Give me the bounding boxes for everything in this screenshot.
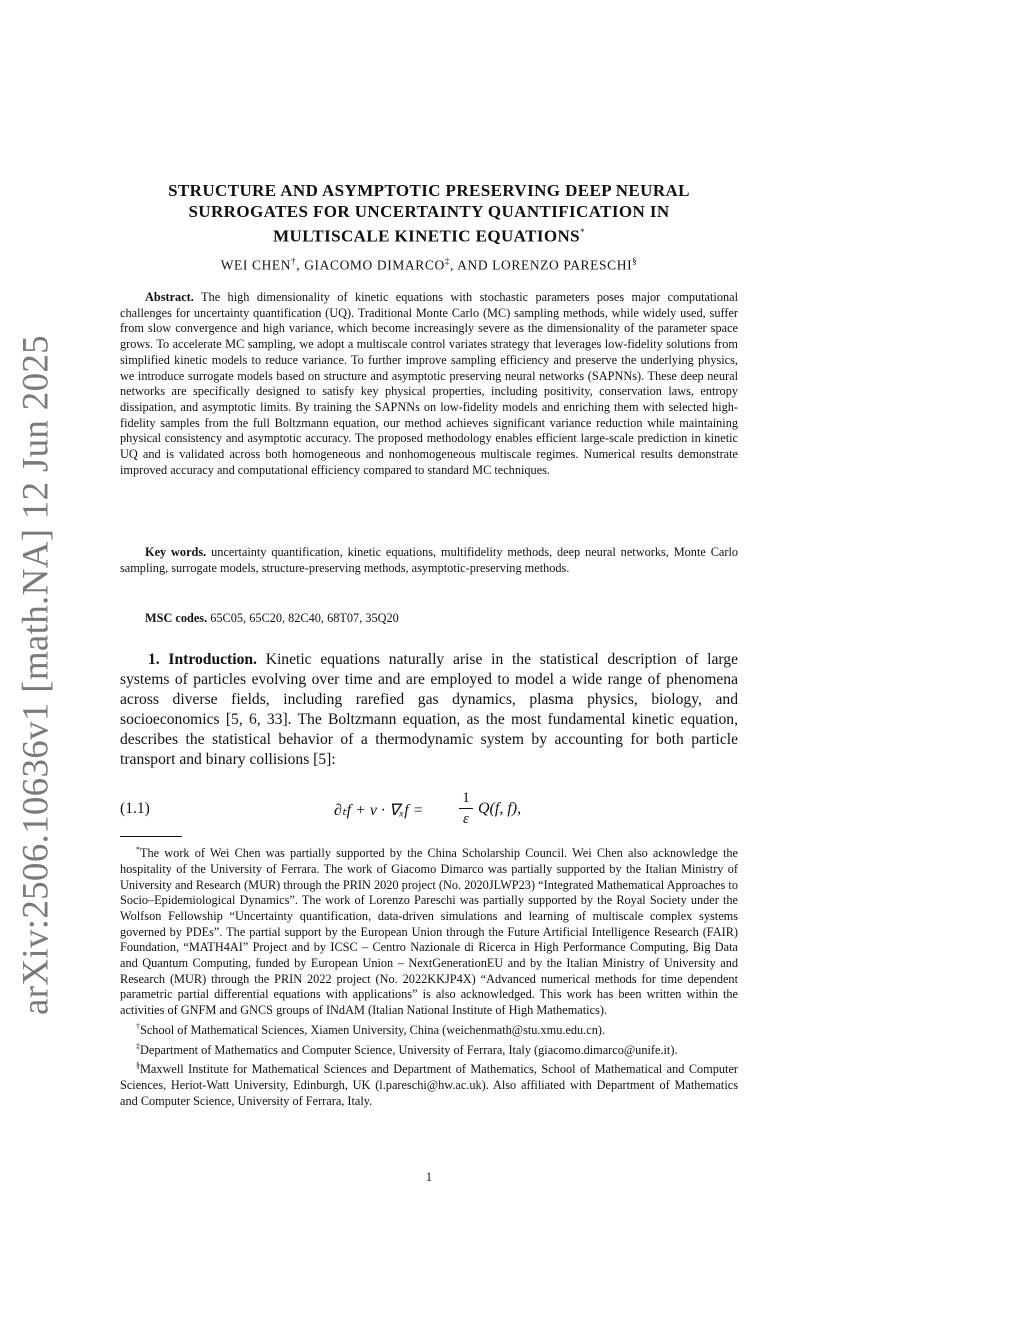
author-1: WEI CHEN — [220, 257, 292, 273]
keywords-label: Key words. — [145, 545, 207, 559]
fraction-numerator: 1 — [462, 790, 470, 806]
arxiv-stamp-text: arXiv:2506.10636v1 [math.NA] 12 Jun 2025 — [15, 335, 57, 1015]
equation-fraction — [459, 790, 473, 827]
abstract-label: Abstract. — [145, 290, 194, 304]
msc-codes — [145, 611, 738, 626]
fraction-bar — [459, 808, 473, 809]
msc-label: MSC codes. — [145, 611, 208, 625]
equation-lhs: ∂ₜf + v · ∇ₓf = — [334, 802, 424, 819]
msc-text: 65C05, 65C20, 82C40, 68T07, 35Q20 — [210, 611, 399, 625]
abstract-text: The high dimensionality of kinetic equations with stochastic parameters poses major computational challenges for uncertainty quantification (UQ). Traditional Monte Carlo (MC) sampling methods, while widely used, suffer from slow convergence and high variance, which become increasingly severe as the dimensionality of the parameter space grows. To accelerate MC sampling, we adopt a multiscale control variates strategy that leverages low-fidelity solutions from simplified kinetic models to reduce variance. To further improve sampling efficiency and preserve the underlying physics, we introduce surrogate models based on structure and asymptotic preserving neural networks (SAPNNs). These deep neural networks are specifically designed to satisfy key physical properties, including positivity, conservation laws, entropy dissipation, and asymptotic limits. By training the SAPNNs on low-fidelity models and enriching them with selected high-fidelity samples from the full Boltzmann equation, our method achieves significant variance reduction while maintaining physical consistency and asymptotic accuracy. The proposed methodology enables efficient large-scale prediction in kinetic UQ and is validated across both homogeneous and nonhomogeneous multiscale regimes. Numerical results demonstrate improved accuracy and computational efficiency compared to standard MC techniques. — [120, 290, 738, 477]
title-line-1: STRUCTURE AND ASYMPTOTIC PRESERVING DEEP NEURAL — [168, 181, 690, 200]
paper-title — [120, 180, 738, 247]
introduction-text: Kinetic equations naturally arise in the statistical description of large systems of particles evolving over time and are employed to model a wide range of phenomena across diverse fields, including rarefied gas dynamics, plasma physics, biology, and socioeconomics [5, 6, 33]. The Boltzmann equation, as the most fundamental kinetic equation, describes the statistical behavior of a thermodynamic system by accounting for both particle transport and binary collisions [5]: — [120, 651, 738, 768]
title-footnote-mark: * — [579, 227, 585, 237]
page-number: 1 — [425, 1170, 433, 1184]
title-line-3: MULTISCALE KINETIC EQUATIONS* — [273, 226, 585, 246]
arxiv-stamp — [0, 335, 72, 1015]
keywords-text: uncertainty quantification, kinetic equations, multifidelity methods, deep neural networks, Monte Carlo sampling, surrogate models, structure-preserving methods, asymptotic-preserving methods. — [120, 545, 739, 575]
footnotes — [120, 842, 738, 1110]
equation-number: (1.1) — [120, 800, 150, 817]
section-heading: 1. Introduction. — [148, 651, 257, 668]
author-3: LORENZO PARESCHI — [492, 257, 633, 273]
footnote-rule — [120, 836, 182, 837]
equation-1-1 — [120, 790, 738, 838]
abstract — [120, 290, 738, 478]
title-line-2: SURROGATES FOR UNCERTAINTY QUANTIFICATION IN — [188, 202, 670, 221]
keywords — [120, 545, 738, 576]
footnote-affiliation-chen: †School of Mathematical Sciences, Xiamen University, China (weichenmath@stu.xmu.edu.cn). — [136, 1021, 606, 1037]
footnote-affiliation-dimarco: ‡Department of Mathematics and Computer Science, University of Ferrara, Italy (giacomo.dimarco@unife.it). — [136, 1041, 678, 1057]
footnote-funding: *The work of Wei Chen was partially supported by the China Scholarship Council. Wei Chen also acknowledge the hospitality of the University of Ferrara. The work of Giacomo Dimarco was partially supported by the Italian Ministry of University and Research (MUR) through the PRIN 2020 project (No. 2020JLWP23) “Integrated Mathematical Approaches to Socio–Epidemiological Dynamics”. The work of Lorenzo Pareschi was partially supported by the Royal Society under the Wolfson Fellowship “Uncertainty quantification, data-driven simulations and learning of multiscale complex systems governed by PDEs”. The partial support by the European Union through the Future Artificial Intelligence Research (FAIR) Foundation, “MATH4AI” Project and by ICSC – Centro Nazionale di Ricerca in High Performance Computing, Big Data and Quantum Computing, funded by European Union – NextGenerationEU and by the Italian Ministry of University and Research (MUR) through the PRIN 2022 project (No. 2022KKJP4X) “Advanced numerical methods for time dependent parametric partial differential equations with applications” is also acknowledged. This work has been written within the activities of GNFM and GNCS groups of INdAM (Italian National Institute of High Mathematics). — [120, 845, 738, 1018]
fraction-denominator: ε — [463, 811, 469, 827]
author-list: WEI CHEN†, GIACOMO DIMARCO‡, AND LORENZO PARESCHI§ — [220, 256, 638, 273]
introduction-section — [120, 650, 738, 770]
author-2: GIACOMO DIMARCO — [304, 257, 445, 273]
equation-rhs: Q(f, f), — [478, 800, 522, 817]
footnote-affiliation-pareschi: §Maxwell Institute for Mathematical Sciences and Department of Mathematics, School of Mathematical and Computer Sciences, Heriot-Watt University, Edinburgh, UK (l.pareschi@hw.ac.uk). Also affiliated with Department of Mathematics and Computer Science, University of Ferrara, Italy. — [120, 1061, 738, 1108]
